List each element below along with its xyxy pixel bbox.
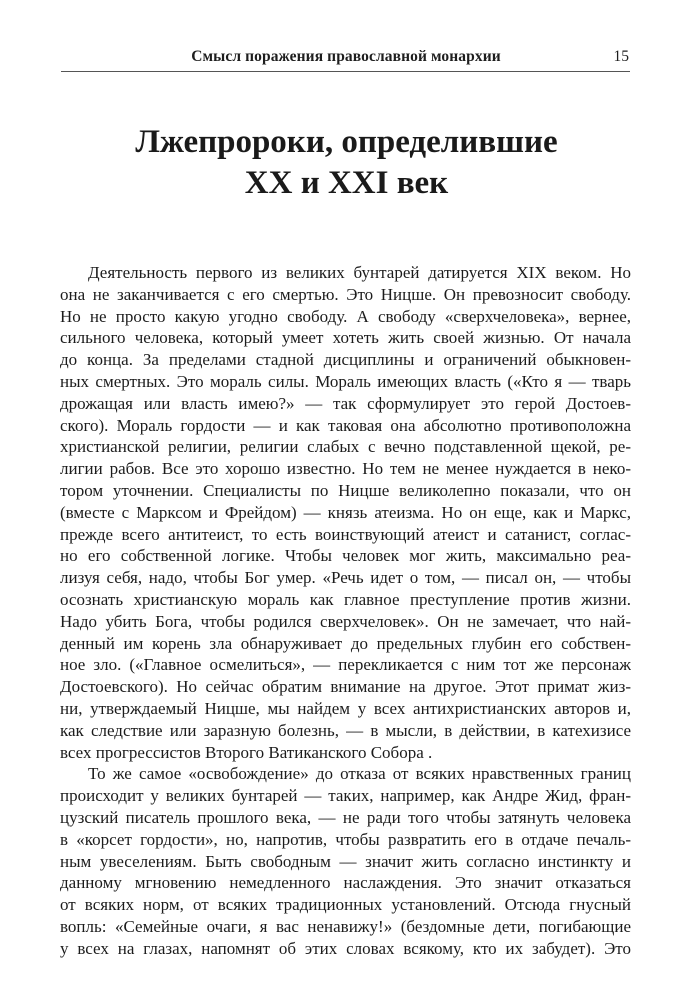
- text-line: тором уточнении. Специалисты по Ницше великолепно показали, что он: [60, 480, 631, 500]
- running-header: [61, 47, 631, 66]
- text-line: вопль: «Семейные очаги, я вас ненавижу!» (бездомные дети, погибающие: [60, 916, 631, 936]
- text-line: до конца. За пределами стадной дисциплины и ограничений обыкновен-: [60, 350, 631, 370]
- text-line: Достоевского). Но сейчас обратим внимание на другое. Этот примат жиз-: [60, 677, 631, 697]
- text-line: происходит у великих бунтарей — таких, например, как Андре Жид, фран-: [60, 786, 631, 806]
- body-text: [60, 262, 631, 960]
- page-number: 15: [613, 48, 629, 65]
- text-line: у всех на глазах, напомнят об этих словах всякому, кто их забудет). Это: [60, 938, 631, 958]
- text-line: христианской религии, религии слабых с вечно подставленной щекой, ре-: [60, 437, 631, 457]
- text-line: данному мгновению немедленного наслаждения. Это значит отказаться: [60, 873, 631, 893]
- text-line: ным увеселениям. Быть свободным — значит жить согласно инстинкту и: [60, 851, 631, 871]
- text-line: лизуя себя, надо, чтобы Бог умер. «Речь идет о том, — писал он, — чтобы: [60, 568, 631, 588]
- text-line: ни, утверждаемый Ницше, мы найдем у всех антихристианских авторов и,: [60, 698, 631, 718]
- text-line: дрожащая или власть имею?» — так сформулирует это герой Достоев-: [60, 393, 631, 413]
- text-line: от всяких норм, от всяких традиционных установлений. Отсюда гнусный: [60, 895, 631, 915]
- text-line: ского). Мораль гордости — и как таковая она абсолютно противоположна: [60, 415, 631, 435]
- text-line: как следствие или заразную болезнь, — в мысли, в действии, в катехизисе: [60, 720, 631, 740]
- text-line: (вместе с Марксом и Фрейдом) — князь атеизма. Но он еще, как и Маркс,: [60, 502, 631, 522]
- text-line: Надо убить Бога, чтобы родился сверхчеловек». Он не замечает, что най-: [60, 611, 631, 631]
- header-rule: [61, 71, 630, 72]
- text-line: денный им корень зла обнаруживает до предельных глубин его собствен-: [60, 633, 631, 653]
- text-line: ных смертных. Это мораль силы. Мораль имеющих власть («Кто я — тварь: [60, 371, 631, 391]
- text-line: прежде всего антитеист, то есть воинствующий атеист и сатанист, соглас-: [60, 524, 631, 544]
- text-line: всех прогрессистов Второго Ватиканского Собора .: [60, 742, 433, 762]
- text-line: лигии рабов. Все это хорошо известно. Но тем не менее нуждается в неко-: [60, 459, 631, 479]
- text-line: цузский писатель прошлого века, — не ради того чтобы затянуть человека: [60, 807, 631, 827]
- chapter-title-line-2: XX и XXI век: [244, 165, 449, 201]
- running-title: Смысл поражения православной монархии: [191, 48, 501, 65]
- text-line: осознать христианскую мораль как главное преступление против жизни.: [60, 589, 631, 609]
- text-line: она не заканчивается с его смертью. Это Ницше. Он превозносит свободу.: [60, 284, 631, 304]
- text-line: но его собственной логике. Чтобы человек мог жить, максимально реа-: [60, 546, 631, 566]
- text-line: То же самое «освобождение» до отказа от всяких нравственных границ: [88, 764, 631, 784]
- text-line: в «корсет гордости», но, напротив, чтобы развратить его в отдаче печаль-: [60, 829, 631, 849]
- chapter-title: [0, 122, 693, 204]
- text-line: ное зло. («Главное осмелиться», — перекликается с ним тот же персонаж: [60, 655, 631, 675]
- text-line: Деятельность первого из великих бунтарей датируется XIX веком. Но: [88, 263, 631, 282]
- text-line: Но не просто какую угодно свободу. А свободу «сверхчеловека», вернее,: [60, 306, 631, 326]
- chapter-title-line-1: Лжепророки, определившие: [135, 124, 558, 160]
- text-line: сильного человека, который умеет хотеть жить своей жизнью. От начала: [60, 328, 631, 348]
